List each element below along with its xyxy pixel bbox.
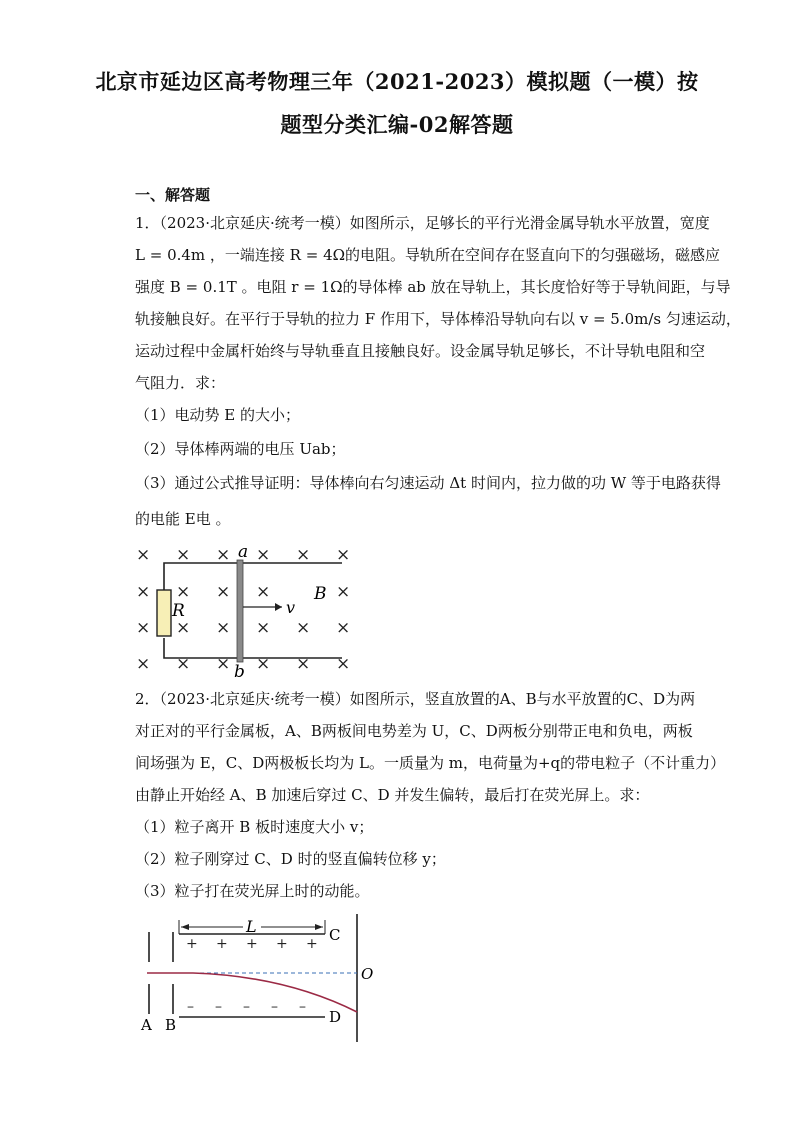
cross: ×: [216, 618, 231, 638]
minus-sign: –: [187, 999, 194, 1015]
q1-line-6: 气阻力．求：: [135, 374, 226, 392]
cross: ×: [256, 582, 271, 602]
label-D: D: [329, 1008, 342, 1026]
cross: ×: [336, 618, 351, 638]
plus-sign: +: [216, 936, 228, 952]
particle-trajectory: [147, 973, 357, 1012]
q1-line-5: 运动过程中金属杆始终与导轨垂直且接触良好。设金属导轨足够长，不计导轨电阻和空: [135, 342, 706, 360]
cross: ×: [136, 545, 151, 565]
q2-line-3: 间场强为 E，C、D两极板长均为 L。一质量为 m，电荷量为+q的带电粒子（不计重力）: [135, 754, 726, 772]
label-a: a: [238, 542, 249, 562]
q2-line-1: 2．（2023·北京延庆·统考一模）如图所示，竖直放置的A、B与水平放置的C、D为两: [135, 690, 696, 708]
plus-sign: +: [246, 936, 258, 952]
cross: ×: [296, 654, 311, 674]
cross: ×: [256, 545, 271, 565]
label-B: B: [314, 584, 327, 604]
q1-line-4: 轨接触良好。在平行于导轨的拉力 F 作用下，导体棒沿导轨向右以 v = 5.0m/s 匀速运动，: [135, 310, 741, 328]
section-heading: 一、解答题: [135, 186, 211, 204]
cross: ×: [296, 618, 311, 638]
q1-figure: [130, 540, 360, 680]
minus-sign: –: [215, 999, 222, 1015]
cross: ×: [296, 545, 311, 565]
cross: ×: [136, 654, 151, 674]
arrow-right-icon: [315, 924, 323, 930]
cross: ×: [176, 654, 191, 674]
q1-sub-1: （1）电动势 E 的大小；: [135, 406, 301, 424]
minus-sign: –: [243, 999, 250, 1015]
q2-sub-3: （3）粒子打在荧光屏上时的动能。: [135, 882, 370, 900]
cross: ×: [136, 582, 151, 602]
cross: ×: [256, 618, 271, 638]
minus-sign: –: [271, 999, 278, 1015]
label-L: L: [246, 917, 257, 936]
plus-sign: +: [306, 936, 318, 952]
label-B: B: [165, 1016, 177, 1034]
arrow-left-icon: [181, 924, 189, 930]
label-R: R: [172, 601, 185, 621]
cross: ×: [256, 654, 271, 674]
plus-charges: [186, 936, 318, 952]
label-O: O: [361, 965, 374, 983]
q1-line-3: 强度 B = 0.1T 。电阻 r = 1Ω的导体棒 ab 放在导轨上，其长度恰好等于导轨间距，与导: [135, 278, 731, 296]
label-A: A: [141, 1016, 152, 1034]
resistor: [157, 590, 171, 636]
q1-sub-3a: （3）通过公式推导证明：导体棒向右匀速运动 Δt 时间内，拉力做的功 W 等于电路获得: [135, 474, 721, 492]
cross: ×: [336, 654, 351, 674]
q2-line-2: 对正对的平行金属板，A、B两板间电势差为 U，C、D两板分别带正电和负电，两板: [135, 722, 693, 740]
q2-line-4: 由静止开始经 A、B 加速后穿过 C、D 并发生偏转，最后打在荧光屏上。求：: [135, 786, 650, 804]
label-C: C: [329, 926, 341, 944]
label-v: v: [286, 598, 296, 617]
cross: ×: [176, 618, 191, 638]
q1-sub-3b: 的电能 E电 。: [135, 510, 231, 528]
cross: ×: [216, 545, 231, 565]
minus-charges: [187, 999, 306, 1015]
cross: ×: [176, 582, 191, 602]
arrow-head-icon: [275, 603, 282, 611]
plus-sign: +: [276, 936, 288, 952]
cross: ×: [216, 582, 231, 602]
cross: ×: [216, 654, 231, 674]
cross: ×: [336, 582, 351, 602]
cross: ×: [176, 545, 191, 565]
label-b: b: [234, 662, 245, 680]
title-line-1: 北京市延边区高考物理三年（2021-2023）模拟题（一模）按: [95, 69, 699, 94]
plus-sign: +: [186, 936, 198, 952]
q2-figure: [135, 912, 385, 1042]
conductor-bar: [237, 560, 243, 662]
rails: [164, 563, 342, 658]
q1-line-1: 1．（2023·北京延庆·统考一模）如图所示，足够长的平行光滑金属导轨水平放置，宽度: [135, 214, 710, 232]
minus-sign: –: [299, 999, 306, 1015]
cross: ×: [336, 545, 351, 565]
title-line-2: 题型分类汇编-02解答题: [280, 112, 514, 137]
q2-sub-1: （1）粒子离开 B 板时速度大小 v；: [135, 818, 374, 836]
q1-line-2: L = 0.4m ，一端连接 R = 4Ω的电阻。导轨所在空间存在竖直向下的匀强磁场，磁感应: [135, 246, 721, 264]
cross: ×: [136, 618, 151, 638]
q2-sub-2: （2）粒子刚穿过 C、D 时的竖直偏转位移 y；: [135, 850, 446, 868]
q1-sub-2: （2）导体棒两端的电压 Uab；: [135, 440, 346, 458]
